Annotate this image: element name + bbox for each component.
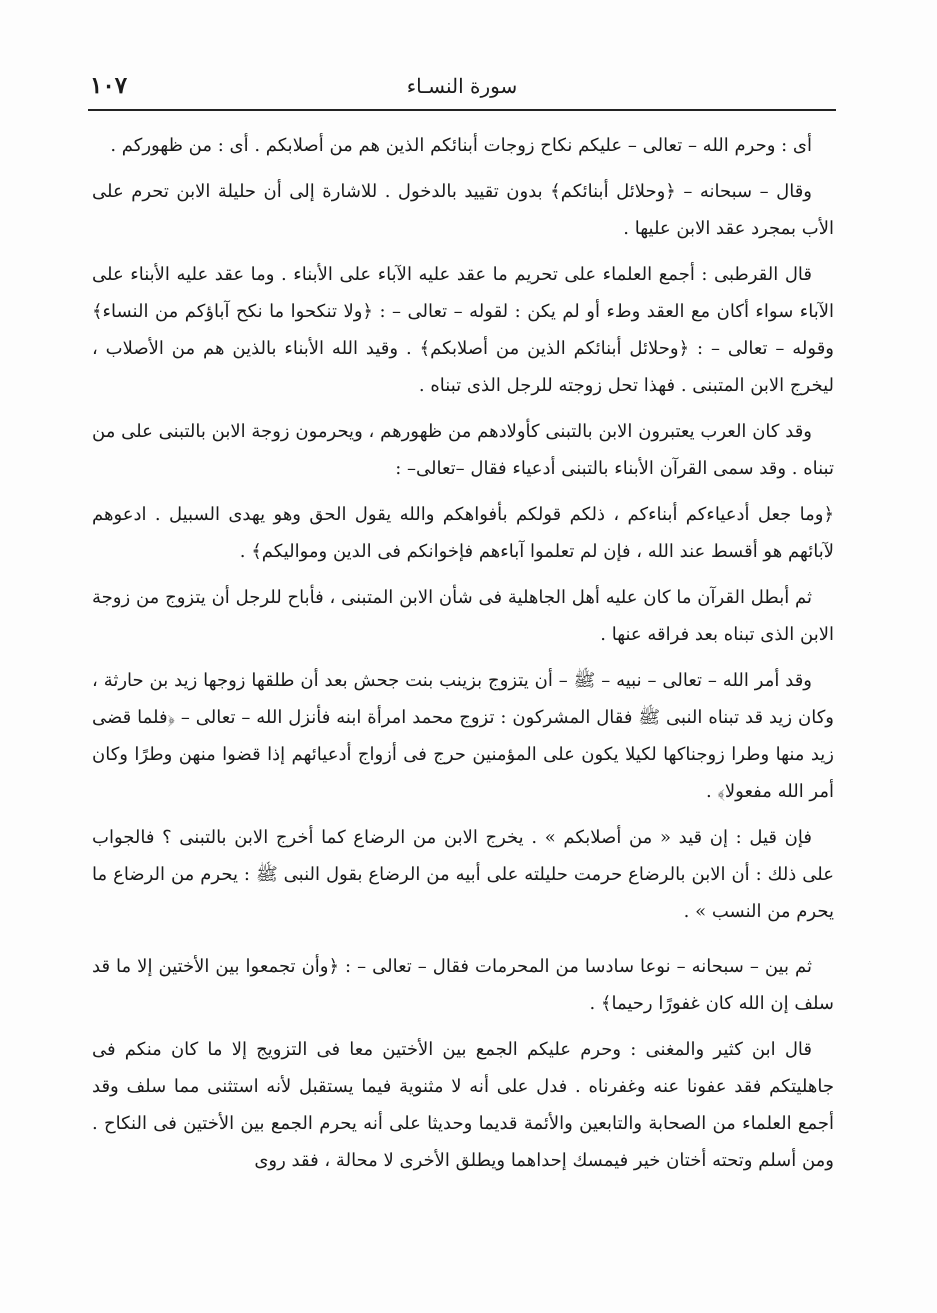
body-text <box>92 127 834 1188</box>
paragraph: وقد أمر الله – تعالى – نبيه – ﷺ – أن يتزوج بزينب بنت جحش بعد أن طلقها زوجها زيد بن حارثة ، وكان زيد قد تبناه النبى ﷺ فقال المشركون : تزوج محمد امرأة ابنه فأنزل الله – تعالى – ﴿فلما قضى زيد منها وطرا زوجناكها لكيلا يكون على المؤمنين حرج فى أزواج أدعيائهم إذا قضوا منهن وطرًا وكان أمر الله مفعولا﴾ . <box>92 670 834 802</box>
paragraph: فإن قيل : إن قيد « من أصلابكم » . يخرج الابن من الرضاع كما أخرج الابن بالتبنى ؟ فالجواب على ذلك : أن الابن بالرضاع حرمت حليلته على أبيه من الرضاع بقول النبى ﷺ : يحرم من الرضاع ما يحرم من النسب » . <box>92 827 834 922</box>
paragraph: وقال – سبحانه – ﴿وحلائل أبنائكم﴾ بدون تقييد بالدخول . للاشارة إلى أن حليلة الابن تحرم على الأب بمجرد عقد الابن عليها . <box>92 181 834 239</box>
paragraph: ثم أبطل القرآن ما كان عليه أهل الجاهلية فى شأن الابن المتبنى ، فأباح للرجل أن يتزوج من زوجة الابن الذى تبناه بعد فراقه عنها . <box>92 587 834 645</box>
paragraph: ثم بين – سبحانه – نوعا سادسا من المحرمات فقال – تعالى – : ﴿وأن تجمعوا بين الأختين إلا ما قد سلف إن الله كان غفورًا رحيما﴾ . <box>92 956 834 1014</box>
quran-quote-paragraph: ﴿وما جعل أدعياءكم أبناءكم ، ذلكم قولكم بأفواهكم والله يقول الحق وهو يهدى السبيل . ادعوهم لآبائهم هو أقسط عند الله ، فإن لم تعلموا آباءهم فإخوانكم فى الدين ومواليكم﴾ . <box>92 504 834 562</box>
paragraph: قال ابن كثير والمغنى : وحرم عليكم الجمع بين الأختين معا فى التزويج إلا ما كان منكم فى جاهليتكم فقد عفونا عنه وغفرناه . فدل على أنه لا مثنوية فيما يستقبل لأنه استثنى مما سلف وقد أجمع العلماء من الصحابة والتابعين والأئمة قديما وحديثا على أنه يحرم الجمع بين الأختين فى النكاح . ومن أسلم وتحته أختان خير فيمسك إحداهما ويطلق الأخرى لا محالة ، فقد روى <box>92 1039 834 1171</box>
paragraph: أى : وحرم الله – تعالى – عليكم نكاح زوجات أبنائكم الذين هم من أصلابكم . أى : من ظهوركم . <box>110 135 812 156</box>
paragraph: وقد كان العرب يعتبرون الابن بالتبنى كأولادهم من ظهورهم ، ويحرمون زوجة الابن بالتبنى على من تبناه . وقد سمى القرآن الأبناء بالتبنى أدعياء فقال –تعالى– : <box>92 421 834 479</box>
surah-title: سورة النسـاء <box>406 74 518 98</box>
page-number: ١٠٧ <box>90 72 128 99</box>
header-divider <box>88 109 836 111</box>
paragraph: قال القرطبى : أجمع العلماء على تحريم ما عقد عليه الآباء على الأبناء . وما عقد عليه الأبناء على الآباء سواء أكان مع العقد وطء أو لم يكن : لقوله – تعالى – : ﴿ولا تنكحوا ما نكح آباؤكم من النساء﴾ وقوله – تعالى – : ﴿وحلائل أبنائكم الذين من أصلابكم﴾ . وقيد الله الأبناء بالذين هم من الأصلاب ، ليخرج الابن المتبنى . فهذا تحل زوجته للرجل الذى تبناه . <box>92 264 834 396</box>
page-header <box>88 68 836 108</box>
